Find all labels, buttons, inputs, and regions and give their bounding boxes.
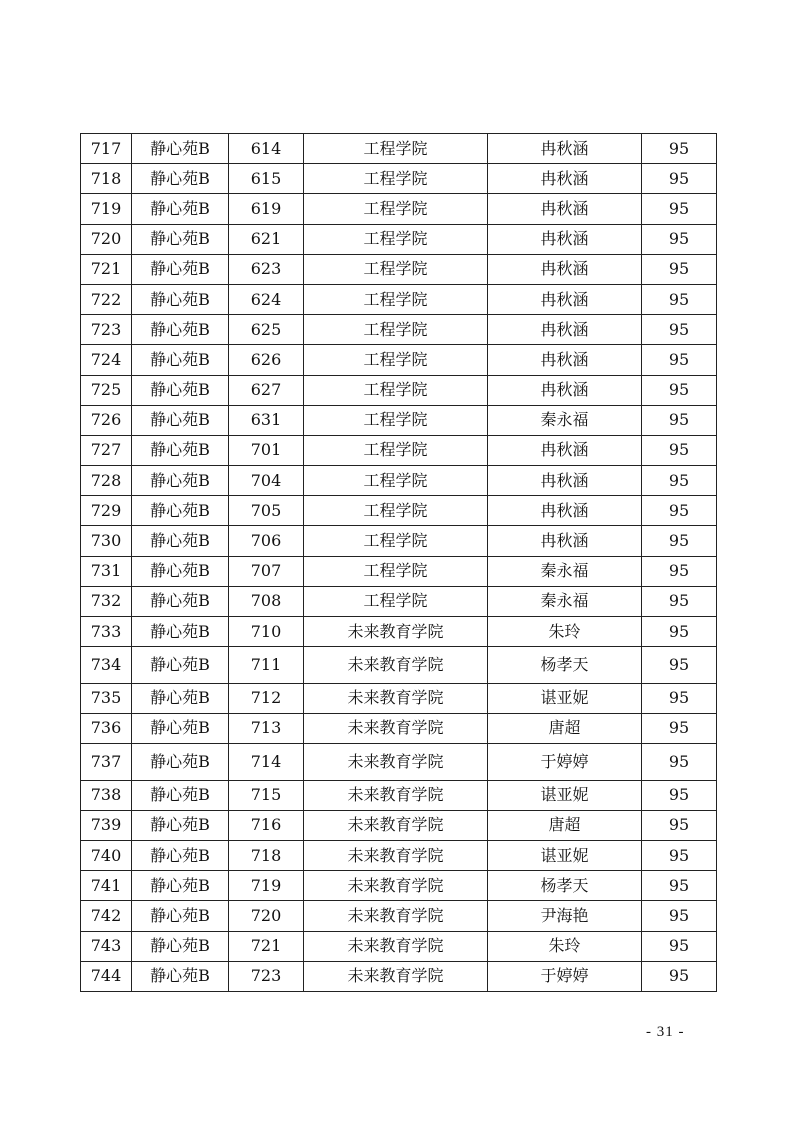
college-cell: 工程学院 (304, 586, 488, 616)
building-cell: 静心苑B (132, 134, 229, 164)
building-cell: 静心苑B (132, 901, 229, 931)
score-cell: 95 (642, 526, 717, 556)
room-cell: 701 (229, 435, 304, 465)
table-row (81, 526, 717, 556)
table-row (81, 405, 717, 435)
person-cell: 秦永福 (488, 586, 642, 616)
room-cell: 712 (229, 683, 304, 713)
person-cell: 冉秋涵 (488, 224, 642, 254)
person-cell: 朱玲 (488, 617, 642, 647)
room-cell: 624 (229, 284, 304, 314)
person-cell: 唐超 (488, 810, 642, 840)
person-cell: 冉秋涵 (488, 466, 642, 496)
room-cell: 721 (229, 931, 304, 961)
row-number-cell: 718 (81, 164, 132, 194)
score-cell: 95 (642, 744, 717, 781)
row-number-cell: 741 (81, 871, 132, 901)
person-cell: 谌亚妮 (488, 683, 642, 713)
row-number-cell: 739 (81, 810, 132, 840)
room-cell: 621 (229, 224, 304, 254)
college-cell: 未来教育学院 (304, 961, 488, 991)
college-cell: 工程学院 (304, 556, 488, 586)
table-row (81, 345, 717, 375)
college-cell: 工程学院 (304, 435, 488, 465)
score-cell: 95 (642, 683, 717, 713)
table-row (81, 556, 717, 586)
row-number-cell: 737 (81, 744, 132, 781)
row-number-cell: 732 (81, 586, 132, 616)
building-cell: 静心苑B (132, 224, 229, 254)
table-row (81, 744, 717, 781)
row-number-cell: 722 (81, 284, 132, 314)
building-cell: 静心苑B (132, 780, 229, 810)
person-cell: 朱玲 (488, 931, 642, 961)
row-number-cell: 727 (81, 435, 132, 465)
person-cell: 秦永福 (488, 405, 642, 435)
room-cell: 627 (229, 375, 304, 405)
row-number-cell: 731 (81, 556, 132, 586)
person-cell: 谌亚妮 (488, 840, 642, 870)
table-row (81, 713, 717, 743)
person-cell: 冉秋涵 (488, 375, 642, 405)
college-cell: 工程学院 (304, 194, 488, 224)
person-cell: 冉秋涵 (488, 315, 642, 345)
person-cell: 冉秋涵 (488, 496, 642, 526)
score-cell: 95 (642, 586, 717, 616)
person-cell: 冉秋涵 (488, 284, 642, 314)
college-cell: 工程学院 (304, 526, 488, 556)
score-cell: 95 (642, 284, 717, 314)
table-row (81, 840, 717, 870)
college-cell: 未来教育学院 (304, 780, 488, 810)
score-cell: 95 (642, 840, 717, 870)
room-cell: 718 (229, 840, 304, 870)
building-cell: 静心苑B (132, 435, 229, 465)
building-cell: 静心苑B (132, 810, 229, 840)
college-cell: 工程学院 (304, 224, 488, 254)
room-cell: 719 (229, 871, 304, 901)
table-row (81, 871, 717, 901)
row-number-cell: 721 (81, 254, 132, 284)
building-cell: 静心苑B (132, 284, 229, 314)
building-cell: 静心苑B (132, 647, 229, 684)
building-cell: 静心苑B (132, 617, 229, 647)
college-cell: 未来教育学院 (304, 840, 488, 870)
room-cell: 704 (229, 466, 304, 496)
college-cell: 未来教育学院 (304, 713, 488, 743)
building-cell: 静心苑B (132, 375, 229, 405)
person-cell: 冉秋涵 (488, 526, 642, 556)
table-row (81, 496, 717, 526)
college-cell: 工程学院 (304, 315, 488, 345)
college-cell: 未来教育学院 (304, 683, 488, 713)
row-number-cell: 730 (81, 526, 132, 556)
room-cell: 623 (229, 254, 304, 284)
table-row (81, 901, 717, 931)
room-cell: 711 (229, 647, 304, 684)
table-row (81, 315, 717, 345)
score-cell: 95 (642, 405, 717, 435)
room-cell: 716 (229, 810, 304, 840)
table-row (81, 284, 717, 314)
room-cell: 615 (229, 164, 304, 194)
row-number-cell: 733 (81, 617, 132, 647)
building-cell: 静心苑B (132, 713, 229, 743)
building-cell: 静心苑B (132, 405, 229, 435)
row-number-cell: 729 (81, 496, 132, 526)
score-cell: 95 (642, 254, 717, 284)
building-cell: 静心苑B (132, 744, 229, 781)
person-cell: 冉秋涵 (488, 164, 642, 194)
person-cell: 秦永福 (488, 556, 642, 586)
table-row (81, 810, 717, 840)
room-cell: 713 (229, 713, 304, 743)
college-cell: 未来教育学院 (304, 901, 488, 931)
college-cell: 未来教育学院 (304, 871, 488, 901)
row-number-cell: 736 (81, 713, 132, 743)
row-number-cell: 720 (81, 224, 132, 254)
table-row (81, 194, 717, 224)
room-cell: 723 (229, 961, 304, 991)
college-cell: 未来教育学院 (304, 647, 488, 684)
person-cell: 于婷婷 (488, 744, 642, 781)
score-cell: 95 (642, 647, 717, 684)
room-cell: 614 (229, 134, 304, 164)
row-number-cell: 724 (81, 345, 132, 375)
table-row (81, 254, 717, 284)
building-cell: 静心苑B (132, 526, 229, 556)
score-cell: 95 (642, 134, 717, 164)
college-cell: 未来教育学院 (304, 617, 488, 647)
score-cell: 95 (642, 496, 717, 526)
college-cell: 工程学院 (304, 134, 488, 164)
row-number-cell: 744 (81, 961, 132, 991)
score-cell: 95 (642, 556, 717, 586)
building-cell: 静心苑B (132, 556, 229, 586)
score-cell: 95 (642, 617, 717, 647)
college-cell: 工程学院 (304, 466, 488, 496)
room-cell: 710 (229, 617, 304, 647)
row-number-cell: 743 (81, 931, 132, 961)
room-cell: 714 (229, 744, 304, 781)
score-cell: 95 (642, 780, 717, 810)
score-cell: 95 (642, 435, 717, 465)
score-cell: 95 (642, 345, 717, 375)
row-number-cell: 723 (81, 315, 132, 345)
score-cell: 95 (642, 194, 717, 224)
row-number-cell: 742 (81, 901, 132, 931)
row-number-cell: 717 (81, 134, 132, 164)
table-body (81, 134, 717, 992)
person-cell: 冉秋涵 (488, 194, 642, 224)
building-cell: 静心苑B (132, 315, 229, 345)
score-cell: 95 (642, 375, 717, 405)
person-cell: 唐超 (488, 713, 642, 743)
college-cell: 未来教育学院 (304, 744, 488, 781)
score-cell: 95 (642, 810, 717, 840)
building-cell: 静心苑B (132, 466, 229, 496)
table-row (81, 647, 717, 684)
building-cell: 静心苑B (132, 254, 229, 284)
building-cell: 静心苑B (132, 961, 229, 991)
row-number-cell: 740 (81, 840, 132, 870)
table-row (81, 435, 717, 465)
row-number-cell: 734 (81, 647, 132, 684)
person-cell: 冉秋涵 (488, 435, 642, 465)
building-cell: 静心苑B (132, 496, 229, 526)
table-row (81, 931, 717, 961)
building-cell: 静心苑B (132, 194, 229, 224)
building-cell: 静心苑B (132, 683, 229, 713)
person-cell: 冉秋涵 (488, 134, 642, 164)
table-row (81, 780, 717, 810)
building-cell: 静心苑B (132, 871, 229, 901)
person-cell: 杨孝天 (488, 647, 642, 684)
college-cell: 未来教育学院 (304, 810, 488, 840)
room-cell: 707 (229, 556, 304, 586)
row-number-cell: 726 (81, 405, 132, 435)
score-cell: 95 (642, 901, 717, 931)
row-number-cell: 725 (81, 375, 132, 405)
room-cell: 706 (229, 526, 304, 556)
person-cell: 冉秋涵 (488, 254, 642, 284)
score-cell: 95 (642, 713, 717, 743)
table-row (81, 617, 717, 647)
college-cell: 未来教育学院 (304, 931, 488, 961)
college-cell: 工程学院 (304, 405, 488, 435)
score-table (80, 133, 717, 992)
building-cell: 静心苑B (132, 931, 229, 961)
room-cell: 708 (229, 586, 304, 616)
table-row (81, 164, 717, 194)
table-row (81, 375, 717, 405)
room-cell: 715 (229, 780, 304, 810)
person-cell: 冉秋涵 (488, 345, 642, 375)
score-cell: 95 (642, 961, 717, 991)
college-cell: 工程学院 (304, 164, 488, 194)
room-cell: 720 (229, 901, 304, 931)
row-number-cell: 735 (81, 683, 132, 713)
room-cell: 705 (229, 496, 304, 526)
college-cell: 工程学院 (304, 254, 488, 284)
person-cell: 于婷婷 (488, 961, 642, 991)
college-cell: 工程学院 (304, 375, 488, 405)
score-cell: 95 (642, 315, 717, 345)
table-row (81, 134, 717, 164)
room-cell: 625 (229, 315, 304, 345)
building-cell: 静心苑B (132, 840, 229, 870)
row-number-cell: 719 (81, 194, 132, 224)
row-number-cell: 738 (81, 780, 132, 810)
college-cell: 工程学院 (304, 496, 488, 526)
person-cell: 尹海艳 (488, 901, 642, 931)
table-row (81, 586, 717, 616)
table-row (81, 961, 717, 991)
table-row (81, 466, 717, 496)
college-cell: 工程学院 (304, 345, 488, 375)
table-row (81, 683, 717, 713)
score-cell: 95 (642, 931, 717, 961)
score-cell: 95 (642, 466, 717, 496)
room-cell: 626 (229, 345, 304, 375)
score-cell: 95 (642, 164, 717, 194)
table-row (81, 224, 717, 254)
person-cell: 杨孝天 (488, 871, 642, 901)
score-cell: 95 (642, 871, 717, 901)
room-cell: 631 (229, 405, 304, 435)
row-number-cell: 728 (81, 466, 132, 496)
score-cell: 95 (642, 224, 717, 254)
college-cell: 工程学院 (304, 284, 488, 314)
building-cell: 静心苑B (132, 345, 229, 375)
building-cell: 静心苑B (132, 164, 229, 194)
building-cell: 静心苑B (132, 586, 229, 616)
room-cell: 619 (229, 194, 304, 224)
person-cell: 谌亚妮 (488, 780, 642, 810)
page-number: - 31 - (646, 1024, 685, 1040)
